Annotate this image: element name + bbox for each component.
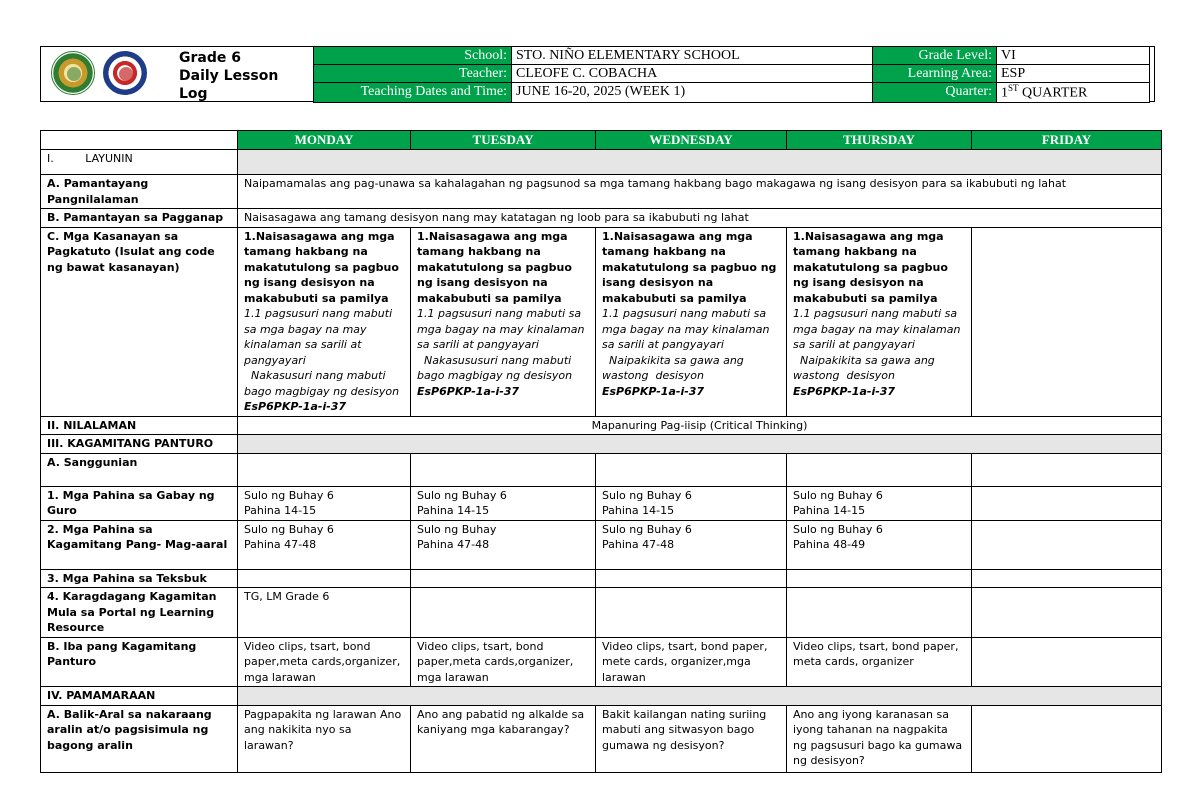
kasanayan-cell-empty xyxy=(972,227,1162,416)
nilalaman-row xyxy=(41,416,1162,435)
gabay-cell xyxy=(411,486,596,520)
balik-aral-cell: Ano ang iyong karanasan sa iyong tahanan na nagpakita ng pagsusuri bago ka gumawa ng desisyon? xyxy=(787,705,972,772)
grade-level-value: VI xyxy=(997,47,1150,65)
empty-cell xyxy=(787,569,972,588)
iba-pa-cell: Video clips, tsart, bond paper, mete cards, organizer,mga larawan xyxy=(596,637,787,687)
empty-cell xyxy=(972,520,1162,569)
pamamaraan-shade xyxy=(238,687,1162,706)
gabay-row xyxy=(41,486,1162,520)
kasanayan-code: EsP6PKP-1a-i-37 xyxy=(417,384,520,398)
title-line: Log xyxy=(179,86,208,102)
gabay-cell xyxy=(596,486,787,520)
mag-aaral-cell xyxy=(596,520,787,569)
quarter-value xyxy=(997,83,1150,103)
empty-cell xyxy=(972,453,1162,486)
kagamitang-mag-aaral-row xyxy=(41,520,1162,569)
iba-pa-cell: Video clips, tsart, bond paper,meta cards,organizer, mga larawan xyxy=(238,637,411,687)
karagdagang-label: 4. Karagdagang Kagamitan Mula sa Portal ng Learning Resource xyxy=(41,588,238,638)
kasanayan-sub: 1.1 pagsusuri nang mabuti sa mga bagay na may kinalaman sa sarili at pangyayari xyxy=(244,307,393,367)
lesson-log-table xyxy=(40,130,1162,773)
pamantayang-pangnilalaman-row xyxy=(41,175,1162,209)
kasanayan-cell xyxy=(238,227,411,416)
corner-cell xyxy=(41,131,238,150)
kasanayan-cell xyxy=(411,227,596,416)
grade-level-label: Grade Level: xyxy=(873,47,997,65)
kasanayan-objective: 1.Naisasagawa ang mga tamang hakbang na makatutulong sa pagbuo ng isang desisyon na makabubuti sa pamilya xyxy=(793,229,948,305)
mag-aaral-cell xyxy=(787,520,972,569)
pamantayan-pagganap-label: B. Pamantayan sa Pagganap xyxy=(41,209,238,228)
ref-title: Sulo ng Buhay 6 xyxy=(244,488,334,502)
kasanayan-objective: 1.Naisasagawa ang mga tamang hakbang na makatutulong sa pagbuo ng isang desisyon na makabubuti sa pamilya xyxy=(244,229,399,305)
kagamitang-mag-aaral-label: 2. Mga Pahina sa Kagamitang Pang- Mag-aaral xyxy=(41,520,238,569)
school-label: School: xyxy=(314,47,512,65)
teaching-dates-value: JUNE 16-20, 2025 (WEEK 1) xyxy=(512,83,873,103)
ref-title: Sulo ng Buhay 6 xyxy=(244,522,334,536)
ref-pages: Pahina 48-49 xyxy=(793,538,866,551)
ref-pages: Pahina 47-48 xyxy=(244,538,317,551)
empty-cell xyxy=(238,569,411,588)
kasanayan-sub2: Nakasususuri nang mabuti bago magbigay ng desisyon xyxy=(417,353,575,382)
kasanayan-cell xyxy=(596,227,787,416)
ref-pages: Pahina 47-48 xyxy=(417,538,490,551)
dll-header xyxy=(40,46,1155,102)
balik-aral-cell: Pagpapakita ng larawan Ano ang nakikita nyo sa larawan? xyxy=(238,705,411,772)
info-table xyxy=(313,46,1150,103)
pamantayang-pangnilalaman-text: Naipamamalas ang pag-unawa sa kahalagahan ng pagsunod sa mga tamang hakbang bago makagawa ng isang desisyon para sa ikabubuti ng lahat xyxy=(238,175,1162,209)
karagdagang-row xyxy=(41,588,1162,638)
gabay-cell xyxy=(787,486,972,520)
kasanayan-row xyxy=(41,227,1162,416)
pamamaraan-row xyxy=(41,687,1162,706)
kasanayan-sub2: Nakasusuri nang mabuti bago magbigay ng desisyon xyxy=(244,369,400,398)
ref-pages: Pahina 14-15 xyxy=(417,504,490,517)
title-line: Daily Lesson xyxy=(179,68,279,84)
gabay-cell xyxy=(238,486,411,520)
school-value: STO. NIÑO ELEMENTARY SCHOOL xyxy=(512,47,873,65)
day-header: FRIDAY xyxy=(972,131,1162,150)
day-header: TUESDAY xyxy=(411,131,596,150)
balik-aral-cell: Ano ang pabatid ng alkalde sa kaniyang mga kabarangay? xyxy=(411,705,596,772)
empty-cell xyxy=(972,569,1162,588)
karagdagang-cell: TG, LM Grade 6 xyxy=(238,588,411,638)
balik-aral-cell: Bakit kailangan nating suriing mabuti ang sitwasyon bago gumawa ng desisyon? xyxy=(596,705,787,772)
empty-cell xyxy=(596,588,787,638)
title-line: Grade 6 xyxy=(179,50,241,66)
empty-cell xyxy=(411,588,596,638)
kagamitan-label: III. KAGAMITANG PANTURO xyxy=(41,435,238,454)
nilalaman-text: Mapanuring Pag-iisip (Critical Thinking) xyxy=(238,416,1162,435)
kasanayan-cell xyxy=(787,227,972,416)
balik-aral-row xyxy=(41,705,1162,772)
kasanayan-sub: 1.1 pagsusuri nang mabuti sa mga bagay na may kinalaman sa sarili at pangyayari xyxy=(793,307,961,351)
ref-title: Sulo ng Buhay 6 xyxy=(417,488,507,502)
pamantayang-pangnilalaman-label: A. Pamantayang Pangnilalaman xyxy=(41,175,238,209)
kasanayan-sub2: Naipakikita sa gawa ang wastong desisyon xyxy=(602,353,748,382)
ref-pages: Pahina 47-48 xyxy=(602,538,675,551)
empty-cell xyxy=(787,588,972,638)
day-header: WEDNESDAY xyxy=(596,131,787,150)
gabay-label: 1. Mga Pahina sa Gabay ng Guro xyxy=(41,486,238,520)
quarter-text: QUARTER xyxy=(1018,85,1088,101)
teacher-label: Teacher: xyxy=(314,65,512,83)
pamamaraan-label: IV. PAMAMARAAN xyxy=(41,687,238,706)
empty-cell xyxy=(787,453,972,486)
empty-cell xyxy=(411,569,596,588)
empty-cell xyxy=(972,637,1162,687)
ref-pages: Pahina 14-15 xyxy=(602,504,675,517)
pamantayan-pagganap-text: Naisasagawa ang tamang desisyon nang may katatagan ng loob para sa ikabubuti ng lahat xyxy=(238,209,1162,228)
ref-title: Sulo ng Buhay xyxy=(417,522,497,536)
layunin-label: I. LAYUNIN xyxy=(41,150,238,175)
iba-pa-label: B. Iba pang Kagamitang Panturo xyxy=(41,637,238,687)
division-seal-logo xyxy=(103,51,147,95)
iba-pa-cell: Video clips, tsart, bond paper, meta cards, organizer xyxy=(787,637,972,687)
school-seal-logo xyxy=(51,51,95,95)
document-title xyxy=(179,49,278,103)
teksbuk-label: 3. Mga Pahina sa Teksbuk xyxy=(41,569,238,588)
layunin-row xyxy=(41,150,1162,175)
balik-aral-label: A. Balik-Aral sa nakaraang aralin at/o pagsisimula ng bagong aralin xyxy=(41,705,238,772)
kasanayan-objective: 1.Naisasagawa ang mga tamang hakbang na makatutulong sa pagbuo ng isang desisyon na makabubuti sa pamilya xyxy=(417,229,572,305)
ref-pages: Pahina 14-15 xyxy=(793,504,866,517)
empty-cell xyxy=(972,486,1162,520)
empty-cell xyxy=(411,453,596,486)
layunin-shade xyxy=(238,150,1162,175)
quarter-suffix: ST xyxy=(1008,83,1019,93)
ref-title: Sulo ng Buhay 6 xyxy=(602,522,692,536)
pamantayan-pagganap-row xyxy=(41,209,1162,228)
kasanayan-sub: 1.1 pagsusuri nang mabuti sa mga bagay na may kinalaman sa sarili at pangyayari xyxy=(602,307,770,351)
empty-cell xyxy=(596,453,787,486)
logos xyxy=(49,51,169,97)
quarter-label: Quarter: xyxy=(873,83,997,103)
mag-aaral-cell xyxy=(411,520,596,569)
empty-cell xyxy=(972,588,1162,638)
ref-title: Sulo ng Buhay 6 xyxy=(793,488,883,502)
mag-aaral-cell xyxy=(238,520,411,569)
kasanayan-sub: 1.1 pagsusuri nang mabuti sa mga bagay na may kinalaman sa sarili at pangyayari xyxy=(417,307,585,351)
teksbuk-row xyxy=(41,569,1162,588)
teaching-dates-label: Teaching Dates and Time: xyxy=(314,83,512,103)
iba-pa-cell: Video clips, tsart, bond paper,meta cards,organizer, mga larawan xyxy=(411,637,596,687)
ref-pages: Pahina 14-15 xyxy=(244,504,317,517)
sanggunian-row xyxy=(41,453,1162,486)
teacher-value: CLEOFE C. COBACHA xyxy=(512,65,873,83)
day-header: MONDAY xyxy=(238,131,411,150)
kasanayan-code: EsP6PKP-1a-i-37 xyxy=(793,384,896,398)
learning-area-value: ESP xyxy=(997,65,1150,83)
kasanayan-code: EsP6PKP-1a-i-37 xyxy=(244,400,347,413)
kasanayan-objective: 1.Naisasagawa ang mga tamang hakbang na makatutulong sa pagbuo ng isang desisyon na makabubuti sa pamilya xyxy=(602,229,777,305)
day-header: THURSDAY xyxy=(787,131,972,150)
kagamitan-row xyxy=(41,435,1162,454)
nilalaman-label: II. NILALAMAN xyxy=(41,416,238,435)
learning-area-label: Learning Area: xyxy=(873,65,997,83)
kasanayan-sub2: Naipakikita sa gawa ang wastong desisyon xyxy=(793,353,939,382)
day-header-row xyxy=(41,131,1162,150)
kasanayan-code: EsP6PKP-1a-i-37 xyxy=(602,384,705,398)
ref-title: Sulo ng Buhay 6 xyxy=(602,488,692,502)
empty-cell xyxy=(596,569,787,588)
iba-pa-row xyxy=(41,637,1162,687)
sanggunian-label: A. Sanggunian xyxy=(41,453,238,486)
empty-cell xyxy=(972,705,1162,772)
empty-cell xyxy=(238,453,411,486)
ref-title: Sulo ng Buhay 6 xyxy=(793,522,883,536)
kasanayan-label: C. Mga Kasanayan sa Pagkatuto (Isulat ang code ng bawat kasanayan) xyxy=(41,227,238,416)
kagamitan-shade xyxy=(238,435,1162,454)
quarter-number: 1 xyxy=(1001,85,1008,101)
